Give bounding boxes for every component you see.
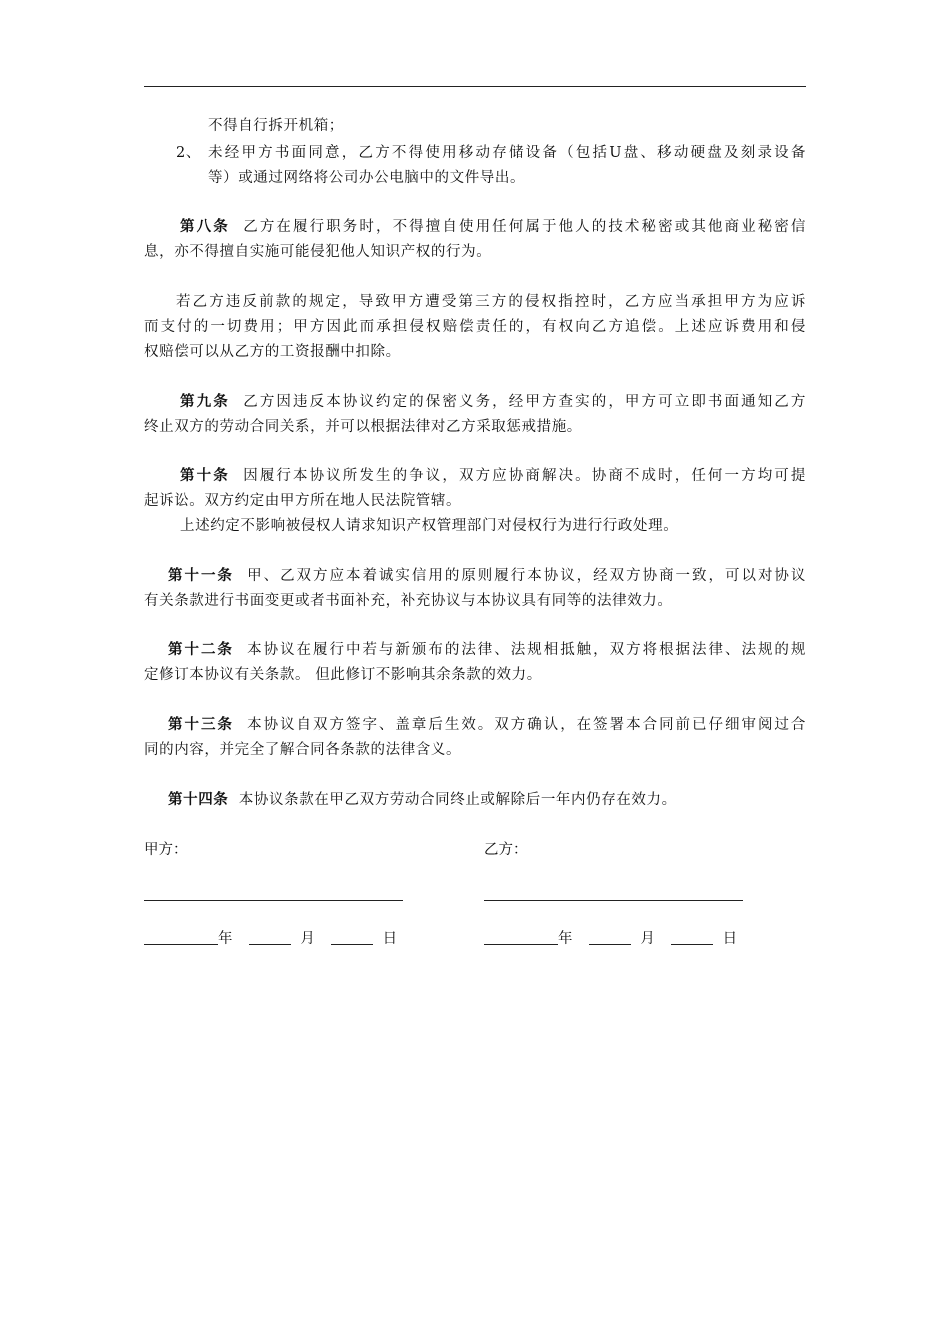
article-8-text: 乙方在履行职务时，不得擅自使用任何属于他人的技术秘密或其他商业秘密信 (243, 219, 806, 235)
party-a-day-blank[interactable] (331, 930, 373, 945)
article-12-title: 第十二条 (168, 641, 234, 658)
article-10-line2: 起诉讼。双方约定由甲方所在地人民法院管辖。 (144, 493, 462, 509)
article-13-line2: 同的内容，并完全了解合同各条款的法律含义。 (144, 742, 462, 758)
party-b-day-blank[interactable] (671, 930, 713, 945)
article-11-line2: 有关条款进行书面变更或者书面补充，补充协议与本协议具有同等的法律效力。 (144, 593, 673, 609)
item2-number: 2、 (176, 145, 201, 161)
item2-line2: 等）或通过网络将公司办公电脑中的文件导出。 (208, 170, 526, 186)
party-b-date (484, 929, 737, 949)
party-b-day-label: 日 (722, 931, 738, 947)
party-a-year-blank[interactable] (144, 930, 218, 945)
article-8-p2-line2: 而支付的一切费用；甲方因此而承担侵权赔偿责任的，有权向乙方追偿。上述应诉费用和侵 (144, 319, 806, 335)
article-9-line2: 终止双方的劳动合同关系，并可以根据法律对乙方采取惩戒措施。 (144, 419, 582, 435)
party-b-year-blank[interactable] (484, 930, 558, 945)
party-a-label: 甲方： (144, 842, 188, 858)
item2-line1: 未经甲方书面同意，乙方不得使用移动存储设备（包括U盘、移动硬盘及刻录设备 (208, 145, 806, 161)
article-12-line1 (168, 640, 806, 660)
article-12-text: 本协议在履行中若与新颁布的法律、法规相抵触，双方将根据法律、法规的规 (247, 642, 806, 658)
article-14-text: 本协议条款在甲乙双方劳动合同终止或解除后一年内仍存在效力。 (238, 792, 677, 808)
article-11-text: 甲、乙双方应本着诚实信用的原则履行本协议，经双方协商一致，可以对协议 (247, 568, 806, 584)
party-b-month-label: 月 (640, 931, 655, 947)
article-12-line2: 定修订本协议有关条款。 但此修订不影响其余条款的效力。 (144, 667, 542, 683)
article-8-p2-line1: 若乙方违反前款的规定，导致甲方遭受第三方的侵权指控时，乙方应当承担甲方为应诉 (176, 294, 806, 310)
article-10-line3: 上述约定不影响被侵权人请求知识产权管理部门对侵权行为进行行政处理。 (180, 518, 679, 534)
article-9-text: 乙方因违反本协议约定的保密义务，经甲方查实的，甲方可立即书面通知乙方 (243, 394, 806, 410)
article-8-title: 第八条 (180, 218, 230, 235)
article-11-title: 第十一条 (168, 567, 234, 584)
article-8-line2: 息，亦不得擅自实施可能侵犯他人知识产权的行为。 (144, 244, 492, 260)
article-10-text: 因履行本协议所发生的争议，双方应协商解决。协商不成时，任何一方均可提 (243, 468, 806, 484)
party-b-signature-line[interactable] (484, 900, 743, 901)
party-a-day-label: 日 (382, 931, 398, 947)
party-a-month-blank[interactable] (249, 930, 291, 945)
article-8-p2-line3: 权赔偿可以从乙方的工资报酬中扣除。 (144, 344, 401, 360)
party-b-month-blank[interactable] (589, 930, 631, 945)
header-rule (144, 86, 806, 87)
article-10-title: 第十条 (180, 467, 230, 484)
article-14-title: 第十四条 (168, 791, 229, 808)
article-10-line1 (180, 466, 806, 486)
party-a-year-label: 年 (218, 931, 233, 947)
party-b-year-label: 年 (558, 931, 573, 947)
article-11-line1 (168, 566, 806, 586)
party-a-month-label: 月 (300, 931, 315, 947)
article-14-line1 (168, 790, 677, 810)
article-13-line1 (168, 715, 806, 735)
item1-continuation: 不得自行拆开机箱； (208, 118, 344, 134)
article-9-title: 第九条 (180, 393, 230, 410)
article-9-line1 (180, 392, 806, 412)
party-a-date (144, 929, 397, 949)
party-b-label: 乙方： (484, 842, 528, 858)
article-8-line1 (180, 217, 806, 237)
article-13-text: 本协议自双方签字、盖章后生效。双方确认，在签署本合同前已仔细审阅过合 (247, 717, 806, 733)
party-a-signature-line[interactable] (144, 900, 403, 901)
article-13-title: 第十三条 (168, 716, 234, 733)
